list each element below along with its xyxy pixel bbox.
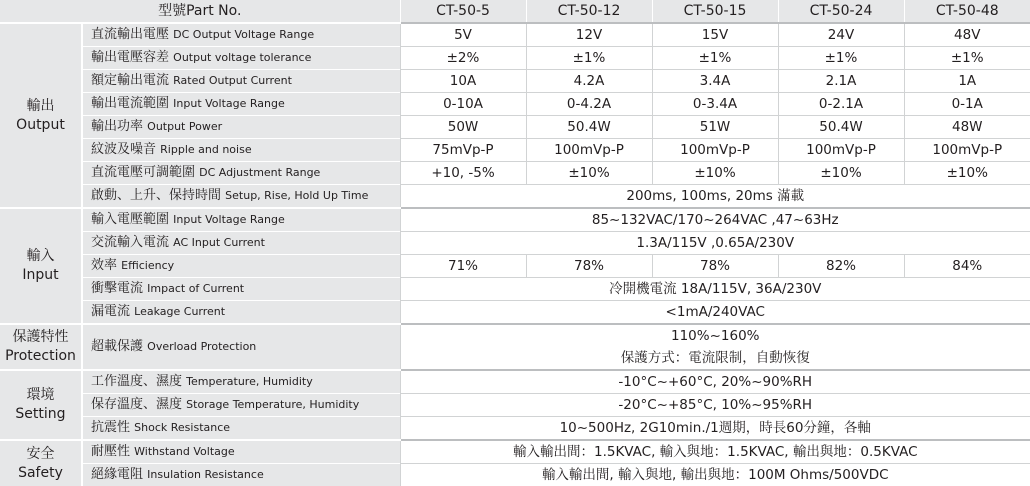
spec-value: 冷開機電流 18A/115V, 36A/230V [400,278,1030,301]
spec-value: 50.4W [778,116,904,139]
group-input [0,208,82,324]
spec-row [0,139,1030,162]
group-label-zh: 輸入 [27,248,55,264]
spec-value: 48V [904,23,1030,47]
group-label-en: Input [22,267,58,283]
group-label-zh: 保護特性 [13,329,69,345]
spec-row [0,370,1030,394]
group-label-zh: 輸出 [27,98,55,114]
spec-value: ±2% [400,47,526,70]
group-safety [0,440,82,486]
spec-value: ±10% [778,162,904,185]
model-header: CT-50-48 [904,0,1030,23]
spec-value: 84% [904,255,1030,278]
spec-row [0,208,1030,232]
spec-row [0,47,1030,70]
spec-value: 輸入輸出間：1.5KVAC, 輸入與地：1.5KVAC, 輸出與地：0.5KVAC [400,440,1030,464]
spec-value: 15V [652,23,778,47]
param-label: 啟動、上升、保持時間 Setup, Rise, Hold Up Time [82,185,400,209]
spec-value: 5V [400,23,526,47]
spec-value: 78% [526,255,652,278]
group-label-en: Safety [18,465,63,481]
spec-row [0,232,1030,255]
spec-value: 51W [652,116,778,139]
param-label: 輸出功率 Output Power [82,116,400,139]
spec-value: ±1% [904,47,1030,70]
spec-row [0,278,1030,301]
group-output [0,23,82,208]
spec-row [0,23,1030,47]
spec-value: 200ms, 100ms, 20ms 滿載 [400,185,1030,209]
spec-row [0,255,1030,278]
spec-value: 0-4.2A [526,93,652,116]
param-label: 輸出電流範圍 Input Voltage Range [82,93,400,116]
group-label-zh: 安全 [27,446,55,462]
spec-row [0,301,1030,325]
spec-value: ±1% [778,47,904,70]
param-label: 漏電流 Leakage Current [82,301,400,325]
spec-value: 82% [778,255,904,278]
spec-value: 輸入輸出間, 輸入與地, 輸出與地：100M Ohms/500VDC [400,464,1030,486]
spec-value: <1mA/240VAC [400,301,1030,325]
spec-row [0,93,1030,116]
spec-value: 100mVp-P [652,139,778,162]
spec-value: 110%~160% [400,324,1030,347]
spec-row [0,162,1030,185]
model-header: CT-50-5 [400,0,526,23]
param-label: 紋波及噪音 Ripple and noise [82,139,400,162]
spec-value: 保護方式：電流限制，自動恢復 [400,347,1030,370]
param-label: 輸入電壓範圍 Input Voltage Range [82,208,400,232]
spec-value: 78% [652,255,778,278]
spec-value: 2.1A [778,70,904,93]
header-row [0,0,1030,23]
spec-value: 50W [400,116,526,139]
spec-value: 0-3.4A [652,93,778,116]
spec-value: 10~500Hz, 2G10min./1週期，時長60分鐘，各軸 [400,417,1030,441]
spec-value: ±1% [526,47,652,70]
group-label-en: Protection [5,348,76,364]
spec-value: ±10% [526,162,652,185]
spec-value: 85~132VAC/170~264VAC ,47~63Hz [400,208,1030,232]
param-label: 交流輸入電流 AC Input Current [82,232,400,255]
spec-value: 4.2A [526,70,652,93]
spec-row [0,324,1030,347]
spec-value: 100mVp-P [778,139,904,162]
param-label: 直流輸出電壓 DC Output Voltage Range [82,23,400,47]
group-setting [0,370,82,440]
spec-value: 0-10A [400,93,526,116]
spec-value: 24V [778,23,904,47]
param-label: 抗震性 Shock Resistance [82,417,400,441]
spec-value: -10°C~+60°C, 20%~90%RH [400,370,1030,394]
spec-row [0,464,1030,486]
group-label-zh: 環境 [27,387,55,403]
model-header: CT-50-15 [652,0,778,23]
param-label: 絕緣電阻 Insulation Resistance [82,464,400,486]
param-label: 耐壓性 Withstand Voltage [82,440,400,464]
spec-value: 3.4A [652,70,778,93]
spec-value: ±10% [904,162,1030,185]
param-label: 輸出電壓容差 Output voltage tolerance [82,47,400,70]
param-label: 保存溫度、濕度 Storage Temperature, Humidity [82,394,400,417]
model-header: CT-50-24 [778,0,904,23]
spec-value: -20°C~+85°C, 10%~95%RH [400,394,1030,417]
spec-value: 1A [904,70,1030,93]
param-label: 直流電壓可調範圍 DC Adjustment Range [82,162,400,185]
spec-row [0,116,1030,139]
spec-row [0,440,1030,464]
spec-value: ±10% [652,162,778,185]
group-protection [0,324,82,370]
spec-row [0,70,1030,93]
spec-value: 10A [400,70,526,93]
spec-value: 12V [526,23,652,47]
param-label: 額定輸出電流 Rated Output Current [82,70,400,93]
param-label: 效率 Efficiency [82,255,400,278]
group-label-en: Output [16,117,65,133]
spec-value: +10, -5% [400,162,526,185]
spec-value: 100mVp-P [526,139,652,162]
param-label: 衝擊電流 Impact of Current [82,278,400,301]
spec-row [0,394,1030,417]
param-label: 超載保護 Overload Protection [82,324,400,370]
spec-value: 71% [400,255,526,278]
spec-row [0,417,1030,441]
model-header: CT-50-12 [526,0,652,23]
spec-value: 48W [904,116,1030,139]
spec-value: ±1% [652,47,778,70]
spec-value: 1.3A/115V ,0.65A/230V [400,232,1030,255]
spec-value: 0-2.1A [778,93,904,116]
part-no-label: 型號Part No. [0,0,400,23]
spec-row [0,185,1030,209]
spec-value: 75mVp-P [400,139,526,162]
spec-value: 0-1A [904,93,1030,116]
spec-value: 50.4W [526,116,652,139]
param-label: 工作溫度、濕度 Temperature, Humidity [82,370,400,394]
spec-value: 100mVp-P [904,139,1030,162]
group-label-en: Setting [15,406,65,422]
